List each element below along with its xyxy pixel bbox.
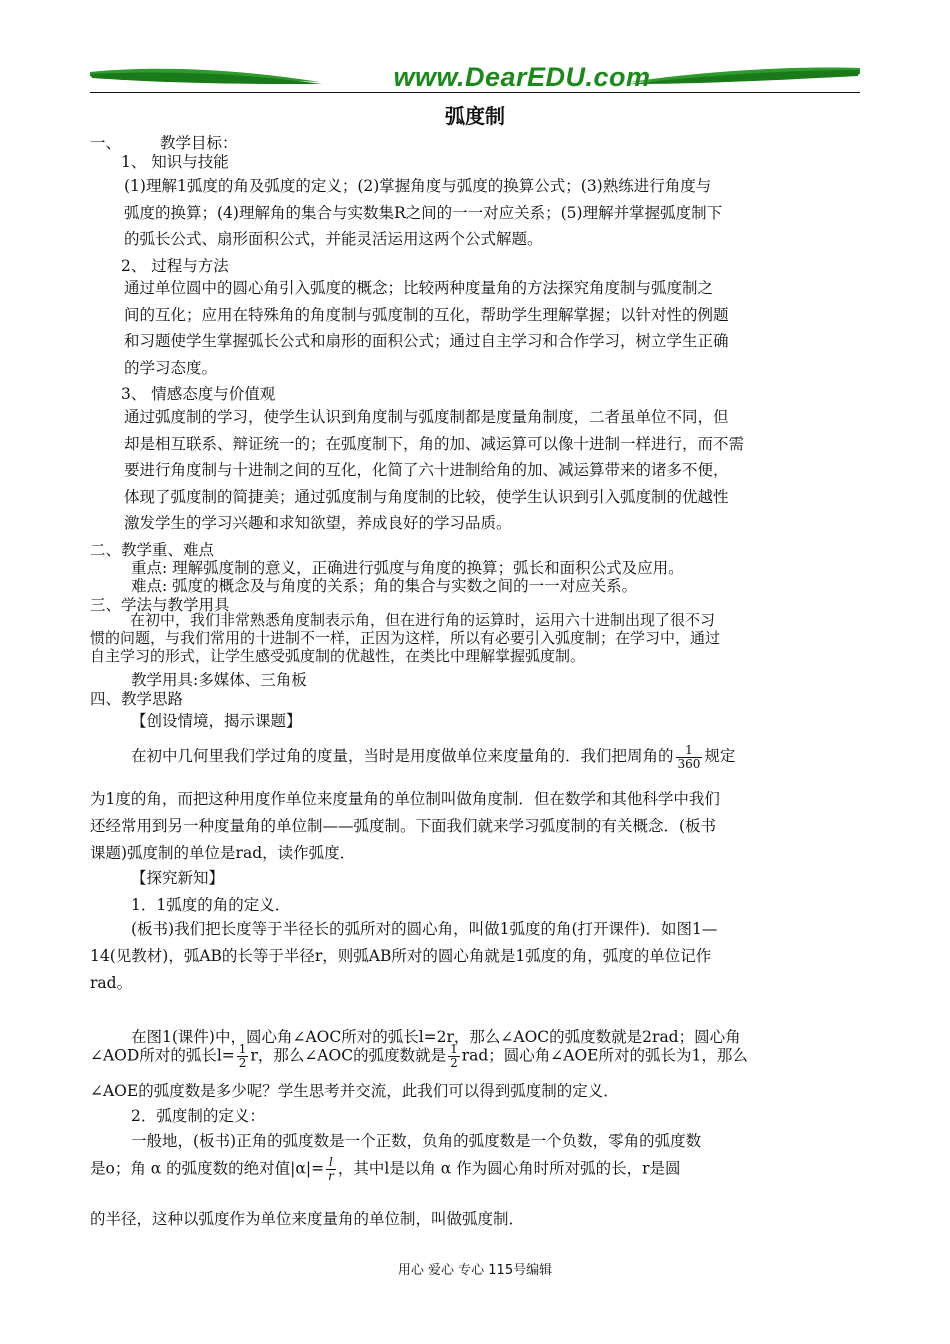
figure-explanation-line-3: ∠AOE的弧度数是多少呢？学生思考并交流，此我们可以得到弧度制的定义．: [90, 1082, 619, 1100]
fraction-denominator: r: [328, 1169, 334, 1183]
page-footer: 用心 爱心 专心 115号编辑: [397, 1263, 553, 1278]
text-line: 却是相互联系、辩证统一的；在弧度制下，角的加、减运算可以像十进制一样进行，而不需: [124, 434, 745, 453]
text-line: 课题)弧度制的单位是rad，读作弧度．: [90, 844, 356, 862]
text-line: 自主学习的形式，让学生感受弧度制的优越性，在类比中理解掌握弧度制。: [90, 647, 586, 665]
text-line: (板书)我们把长度等于半径长的弧所对的圆心角，叫做1弧度的角(打开课件)．如图1—: [131, 920, 718, 938]
text-line: 弧度的换算；(4)理解角的集合与实数集R之间的一一对应关系；(5)理解并掌握弧度制下: [124, 203, 723, 222]
fraction-l-over-r: [326, 1156, 336, 1183]
text-line: 为1度的角，而把这种用度作单位来度量角的单位制叫做角度制．但在数学和其他科学中我们: [90, 790, 720, 808]
subheading-explore: 【探究新知】: [131, 869, 225, 887]
subsection-1-2-text: [124, 275, 729, 381]
text-line: 14(见教材)，弧AB的长等于半径r，则弧AB所对的圆心角就是1弧度的角，弧度的单位记作: [90, 947, 712, 965]
text-line: 通过弧度制的学习，使学生认识到角度制与弧度制都是度量角制度，二者虽单位不同，但: [124, 408, 729, 426]
text-line: rad。: [90, 974, 133, 992]
page-title: 弧度制: [445, 104, 505, 128]
subsection-1-3-heading: 3、 情感态度与价值观: [121, 385, 276, 403]
site-name: www.DearEDU.com: [393, 62, 651, 92]
text-line: 激发学生的学习兴趣和求知欲望，养成良好的学习品质。: [124, 514, 512, 532]
section-1-heading: 教学目标：: [160, 134, 238, 152]
figure-explanation-line-2: [90, 1043, 748, 1070]
text-line: 体现了弧度制的简捷美；通过弧度制与角度制的比较，使学生认识到引入弧度制的优越性: [124, 487, 729, 506]
definition-2-line-3: 的半径，这种以弧度作为单位来度量角的单位制，叫做弧度制．: [90, 1210, 525, 1228]
text-span: ∠AOD所对的弧长l=: [90, 1046, 235, 1065]
text-span: 规定: [704, 747, 736, 765]
subsection-1-2-heading: 2、 过程与方法: [121, 257, 229, 275]
subsection-1-3-text: [124, 404, 744, 537]
fraction-numerator: 1: [676, 744, 703, 758]
fraction-numerator: l: [326, 1156, 336, 1170]
section-1-number: 一、: [90, 134, 122, 152]
section-3-text: [90, 612, 720, 664]
fraction-denominator: 360: [677, 756, 701, 771]
fraction-one-half: [448, 1043, 460, 1070]
text-span: 是o；角 α 的弧度数的绝对值|α|=: [90, 1159, 325, 1178]
fraction-one-half: [237, 1043, 249, 1070]
text-line: 在初中，我们非常熟悉角度制表示角，但在进行角的运算时，运用六十进制出现了很不习: [130, 611, 716, 629]
subheading-situation: 【创设情境，揭示课题】: [131, 712, 302, 730]
teaching-tools: 教学用具:多媒体、三角板: [131, 671, 307, 689]
figure-explanation-line-1: 在图1(课件)中，圆心角∠AOC所对的弧长l=2r，那么∠AOC的弧度数就是2rad；圆心角: [131, 1028, 741, 1046]
fraction-denominator: 2: [238, 1056, 247, 1070]
definition-1-text: [90, 916, 717, 997]
text-line: 通过单位圆中的圆心角引入弧度的概念；比较两种度量角的方法探究角度制与弧度制之: [124, 279, 714, 297]
definition-2-title: 2．弧度制的定义：: [131, 1107, 265, 1125]
fraction-numerator: 1: [450, 1042, 458, 1056]
header-rule: [90, 92, 860, 93]
intro-text: [131, 736, 735, 776]
definition-1-title: 1．1弧度的角的定义．: [131, 896, 291, 914]
text-line: 的学习态度。: [124, 358, 218, 377]
fraction-denominator: 2: [450, 1056, 458, 1070]
subsection-1-1-heading: 1、 知识与技能: [121, 153, 229, 171]
difficult-points: 难点: 弧度的概念及与角度的关系；角的集合与实数之间的一一对应关系。: [131, 577, 638, 595]
text-span: 在初中几何里我们学过角的度量，当时是用度做单位来度量角的．我们把周角的: [131, 747, 674, 765]
definition-2-line-1: 一般地，(板书)正角的弧度数是一个正数，负角的弧度数是一个负数，零角的弧度数: [131, 1132, 702, 1150]
key-points: 重点: 理解弧度制的意义，正确进行弧度与角度的换算；弧长和面积公式及应用。: [131, 559, 684, 577]
text-line: 的弧长公式、扇形面积公式，并能灵活运用这两个公式解题。: [124, 230, 543, 248]
text-line: 惯的问题，与我们常用的十进制不一样，正因为这样，所以有必要引入弧度制；在学习中，通过: [90, 629, 721, 647]
section-4-heading: 四、教学思路: [90, 690, 184, 708]
text-line: (1)理解1弧度的角及弧度的定义；(2)掌握角度与弧度的换算公式；(3)熟练进行角度与: [124, 177, 712, 195]
fraction-numerator: 1: [238, 1042, 247, 1056]
text-line: [131, 736, 735, 776]
section-2-heading: 二、教学重、难点: [90, 541, 215, 559]
text-span: rad；圆心角∠AOE所对的弧长为1，那么: [461, 1046, 748, 1065]
text-line: 间的互化；应用在特殊角的角度制与弧度制的互化，帮助学生理解掌握；以针对性的例题: [124, 305, 729, 324]
section-3-heading: 三、学法与教学用具: [90, 596, 230, 614]
text-span: ，其中l是以角 α 作为圆心角时所对弧的长，r是圆: [337, 1159, 681, 1178]
subsection-1-1-text: [124, 173, 722, 253]
definition-2-line-2: [90, 1156, 681, 1183]
text-line: 要进行角度制与十进制之间的互化，化简了六十进制给角的加、减运算带来的诸多不便，: [124, 461, 729, 479]
text-line: 还经常用到另一种度量角的单位制——弧度制。下面我们就来学习弧度制的有关概念．(板书: [90, 817, 717, 835]
text-span: r，那么∠AOC的弧度数就是: [250, 1046, 447, 1065]
text-line: 和习题使学生掌握弧长公式和扇形的面积公式；通过自主学习和合作学习，树立学生正确: [124, 332, 729, 350]
intro-text-cont: [90, 786, 720, 867]
fraction-1-over-360: [676, 744, 703, 771]
